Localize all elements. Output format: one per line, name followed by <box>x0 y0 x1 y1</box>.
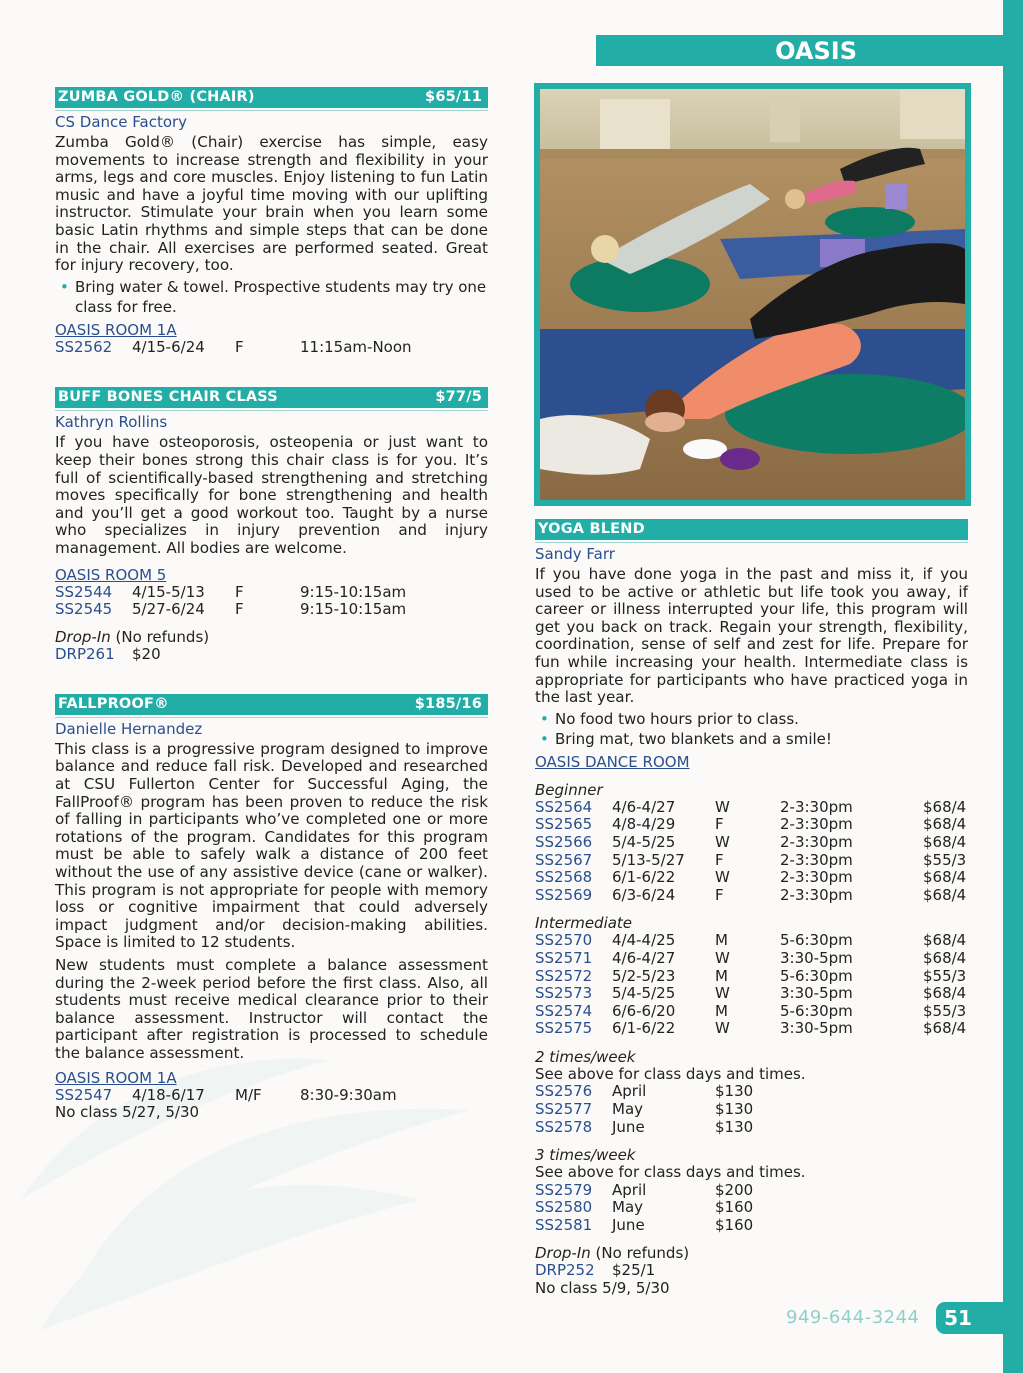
session-dates: 6/1-6/22 <box>612 868 676 887</box>
twice-weekly-list <box>535 1083 968 1136</box>
session-row <box>535 1083 968 1101</box>
no-class-note: No class 5/9, 5/30 <box>535 1278 670 1297</box>
class-description: Zumba Gold® (Chair) exercise has simple, easy movements to increase strength and flexibility in your arms, legs and core muscles. Enjoy listening to fun Latin music and have a joyful time moving with our uplifting instructor. Stimulate your brain when you learn some basic Latin rhythms and simple steps that can be done in the chair. All exercises are performed seated. Great for injury recovery, too. <box>55 133 488 275</box>
session-price: $55/3 <box>923 966 967 985</box>
session-month: May <box>612 1198 644 1217</box>
class-title-bar <box>55 87 488 108</box>
session-dates: 5/27-6/24 <box>132 600 205 619</box>
session-day: M <box>715 931 728 950</box>
room-link[interactable]: OASIS ROOM 5 <box>55 565 167 584</box>
session-price: $55/3 <box>923 850 967 869</box>
course-code[interactable]: SS2576 <box>535 1082 593 1101</box>
session-time: 2-3:30pm <box>780 885 853 904</box>
session-time: 9:15-10:15am <box>300 582 407 601</box>
thrice-weekly-note: See above for class days and times. <box>535 1163 806 1182</box>
course-code[interactable]: SS2571 <box>535 948 593 967</box>
session-dates: 5/4-5/25 <box>612 984 676 1003</box>
class-price: $185/16 <box>414 695 482 712</box>
session-dates: 4/6-4/27 <box>612 948 676 967</box>
session-time: 2-3:30pm <box>780 868 853 887</box>
session-dates: 5/2-5/23 <box>612 966 676 985</box>
session-day: W <box>715 948 730 967</box>
session-price: $160 <box>715 1216 754 1235</box>
class-title: ZUMBA GOLD® (CHAIR) <box>58 89 255 105</box>
instructor-name[interactable]: Sandy Farr <box>535 545 615 563</box>
session-row <box>55 339 488 357</box>
left-column <box>55 87 488 1122</box>
instructor-name[interactable]: Danielle Hernandez <box>55 719 203 738</box>
course-code[interactable]: SS2564 <box>535 797 593 816</box>
dropin-note: (No refunds) <box>595 1243 690 1262</box>
session-time: 3:30-5pm <box>780 948 853 967</box>
course-code[interactable]: SS2547 <box>55 1085 113 1104</box>
course-code[interactable]: SS2569 <box>535 885 593 904</box>
session-price: $130 <box>715 1082 754 1101</box>
session-time: 5-6:30pm <box>780 931 853 950</box>
notes-list <box>55 277 488 317</box>
dropin-price: $25/1 <box>612 1261 656 1280</box>
session-price: $68/4 <box>923 984 967 1003</box>
course-code[interactable]: SS2575 <box>535 1019 593 1038</box>
course-code[interactable]: SS2577 <box>535 1100 593 1119</box>
session-price: $68/4 <box>923 832 967 851</box>
yoga-class-photo <box>534 83 971 506</box>
intermediate-label: Intermediate <box>535 914 633 933</box>
title-rule <box>55 717 488 718</box>
session-row <box>535 1020 968 1038</box>
session-month: June <box>612 1216 645 1235</box>
course-code[interactable]: SS2579 <box>535 1180 593 1199</box>
session-day: F <box>235 337 244 356</box>
session-dates: 4/6-4/27 <box>612 797 676 816</box>
session-day: F <box>715 850 724 869</box>
session-price: $130 <box>715 1100 754 1119</box>
session-dates: 6/1-6/22 <box>612 1019 676 1038</box>
right-column <box>535 519 968 1297</box>
session-dates: 4/4-4/25 <box>612 931 676 950</box>
notes-list <box>535 709 968 749</box>
class-price: $77/5 <box>435 389 482 406</box>
note-item: • Bring water & towel. Prospective students may try one class for free. <box>55 277 488 317</box>
title-rule <box>55 110 488 111</box>
phone-number: 949-644-3244 <box>786 1307 920 1328</box>
session-time: 5-6:30pm <box>780 1001 853 1020</box>
note-item: • Bring mat, two blankets and a smile! <box>535 729 968 749</box>
beginner-label: Beginner <box>535 780 603 799</box>
dropin-label: Drop-In <box>55 627 111 646</box>
session-day: F <box>235 582 244 601</box>
course-code[interactable]: SS2565 <box>535 815 593 834</box>
session-dates: 4/15-5/13 <box>132 582 205 601</box>
session-day: F <box>235 600 244 619</box>
course-code[interactable]: SS2544 <box>55 582 113 601</box>
dropin-label: Drop-In <box>535 1243 591 1262</box>
session-row <box>535 887 968 905</box>
course-code[interactable]: SS2580 <box>535 1198 593 1217</box>
beginner-session-list <box>535 799 968 905</box>
room-link[interactable]: OASIS ROOM 1A <box>55 320 177 339</box>
course-code[interactable]: SS2578 <box>535 1117 593 1136</box>
session-row <box>535 834 968 852</box>
session-list <box>55 339 488 357</box>
instructor-name[interactable]: CS Dance Factory <box>55 113 188 131</box>
dropin-heading <box>535 1245 968 1263</box>
session-row <box>535 950 968 968</box>
session-row <box>55 601 488 619</box>
session-dates: 4/18-6/17 <box>132 1085 205 1104</box>
session-row <box>535 799 968 817</box>
dropin-row <box>55 646 488 664</box>
session-dates: 4/15-6/24 <box>132 337 205 356</box>
session-row <box>535 1182 968 1200</box>
session-day: M <box>715 966 728 985</box>
session-day: W <box>715 832 730 851</box>
session-price: $68/4 <box>923 885 967 904</box>
intermediate-session-list <box>535 932 968 1038</box>
class-price: $65/11 <box>425 89 482 105</box>
session-row <box>535 968 968 986</box>
session-price: $68/4 <box>923 948 967 967</box>
course-code[interactable]: SS2567 <box>535 850 593 869</box>
session-row <box>535 852 968 870</box>
session-day: W <box>715 868 730 887</box>
course-code[interactable]: SS2581 <box>535 1216 593 1235</box>
class-description: If you have done yoga in the past and miss it, if you used to be active or athletic but life took you away, if career or illness interrupted your life, this program will get you back on track. Regain your strength, flexibility, coordination, sense of self and zest for life. Prepare for fun while increasing your health. Intermediate class is appropriate for participants who have practiced yoga in the last year. <box>535 565 968 707</box>
course-code[interactable]: SS2574 <box>535 1001 593 1020</box>
session-dates: 5/13-5/27 <box>612 850 685 869</box>
session-row <box>535 1119 968 1137</box>
class-title-bar <box>55 387 488 408</box>
course-code[interactable]: SS2568 <box>535 868 593 887</box>
session-row <box>535 932 968 950</box>
thrice-weekly-label: 3 times/week <box>535 1146 636 1165</box>
session-dates: 5/4-5/25 <box>612 832 676 851</box>
session-price: $68/4 <box>923 1019 967 1038</box>
session-time: 9:15-10:15am <box>300 600 407 619</box>
course-code[interactable]: SS2572 <box>535 966 593 985</box>
session-list <box>55 584 488 619</box>
section-header <box>596 35 1003 66</box>
session-row <box>535 985 968 1003</box>
class-description: If you have osteoporosis, osteopenia or just want to keep their bones strong this chair class is for you. It’s full of scientifically-based strengthening and stretching moves specifically for bone strengthening and health and you’ll get a good workout too. Taught by a nurse who specializes in injury prevention and injury management. All bodies are welcome. <box>55 433 488 557</box>
title-rule <box>55 410 488 411</box>
session-price: $68/4 <box>923 815 967 834</box>
session-day: M <box>715 1001 728 1020</box>
session-time: 11:15am-Noon <box>300 337 412 356</box>
session-day: M/F <box>235 1085 262 1104</box>
dropin-note: (No refunds) <box>115 627 210 646</box>
session-price: $68/4 <box>923 797 967 816</box>
session-time: 2-3:30pm <box>780 815 853 834</box>
thrice-weekly-list <box>535 1182 968 1235</box>
course-code[interactable]: SS2573 <box>535 984 593 1003</box>
class-title-bar <box>535 519 968 540</box>
instructor-name[interactable]: Kathryn Rollins <box>55 413 168 432</box>
yoga-photo-illustration <box>540 89 965 500</box>
course-code[interactable]: SS2566 <box>535 832 593 851</box>
yoga-section <box>535 519 968 1297</box>
session-price: $68/4 <box>923 931 967 950</box>
session-row <box>535 1199 968 1217</box>
session-time: 2-3:30pm <box>780 832 853 851</box>
session-row <box>535 1003 968 1021</box>
zumba-section <box>55 87 488 356</box>
course-code[interactable]: DRP261 <box>55 645 115 664</box>
course-code[interactable]: DRP252 <box>535 1261 595 1280</box>
session-day: W <box>715 797 730 816</box>
class-description-2: New students must complete a balance assessment during the 2-week period before the first class. Also, all students must receive medical clearance prior to their balance assessment. Instructor will contact the participant after registration is processed to schedule the balance assessment. <box>55 956 488 1062</box>
session-time: 8:30-9:30am <box>300 1085 397 1104</box>
course-code[interactable]: SS2570 <box>535 931 593 950</box>
session-time: 3:30-5pm <box>780 1019 853 1038</box>
session-dates: 4/8-4/29 <box>612 815 676 834</box>
room-link[interactable]: OASIS ROOM 1A <box>55 1068 177 1087</box>
section-title: OASIS <box>775 37 857 65</box>
session-day: F <box>715 885 724 904</box>
class-description: This class is a progressive program designed to improve balance and reduce fall risk. Developed and researched at CSU Fullerton Center for Successful Aging, the FallProof® program has been proven to reduce the risk of falling in participants who’ve completed one or more rotations of the program. Candidates for this program must be able to safely walk a distance of 200 feet without the use of any assistive device (cane or walker). This program is not appropriate for people with memory loss or cognitive impairment that could adversely impact judgment and/or decision-making abilities. Space is limited to 12 students. <box>55 739 488 952</box>
session-list <box>55 1087 488 1105</box>
twice-weekly-note: See above for class days and times. <box>535 1064 806 1083</box>
title-rule <box>535 542 968 543</box>
session-day: W <box>715 984 730 1003</box>
dropin-row <box>535 1262 968 1280</box>
class-title: BUFF BONES CHAIR CLASS <box>58 389 278 406</box>
session-month: April <box>612 1180 647 1199</box>
no-class-note: No class 5/27, 5/30 <box>55 1103 200 1122</box>
session-row <box>55 1087 488 1105</box>
session-time: 2-3:30pm <box>780 797 853 816</box>
note-item: • No food two hours prior to class. <box>535 709 968 729</box>
session-row <box>535 869 968 887</box>
session-time: 5-6:30pm <box>780 966 853 985</box>
session-row <box>535 1101 968 1119</box>
fallproof-section <box>55 694 488 1122</box>
session-month: June <box>612 1117 645 1136</box>
course-code[interactable]: SS2562 <box>55 337 113 356</box>
dropin-price: $20 <box>132 645 161 664</box>
session-time: 2-3:30pm <box>780 850 853 869</box>
session-price: $68/4 <box>923 868 967 887</box>
page-number: 51 <box>936 1302 988 1334</box>
class-title-bar <box>55 694 488 715</box>
right-edge-band <box>1003 0 1023 1373</box>
session-price: $200 <box>715 1180 754 1199</box>
session-month: May <box>612 1100 644 1119</box>
course-code[interactable]: SS2545 <box>55 600 113 619</box>
session-day: W <box>715 1019 730 1038</box>
session-time: 3:30-5pm <box>780 984 853 1003</box>
dropin-heading <box>55 629 488 647</box>
buff-bones-section <box>55 387 488 664</box>
session-day: F <box>715 815 724 834</box>
session-row <box>535 816 968 834</box>
session-dates: 6/6-6/20 <box>612 1001 676 1020</box>
room-link[interactable]: OASIS DANCE ROOM <box>535 752 690 771</box>
session-row <box>55 584 488 602</box>
class-title: FALLPROOF® <box>58 695 169 712</box>
session-price: $55/3 <box>923 1001 967 1020</box>
session-price: $130 <box>715 1117 754 1136</box>
session-price: $160 <box>715 1198 754 1217</box>
session-dates: 6/3-6/24 <box>612 885 676 904</box>
twice-weekly-label: 2 times/week <box>535 1047 636 1066</box>
class-title: YOGA BLEND <box>538 521 645 537</box>
session-row <box>535 1217 968 1235</box>
session-month: April <box>612 1082 647 1101</box>
